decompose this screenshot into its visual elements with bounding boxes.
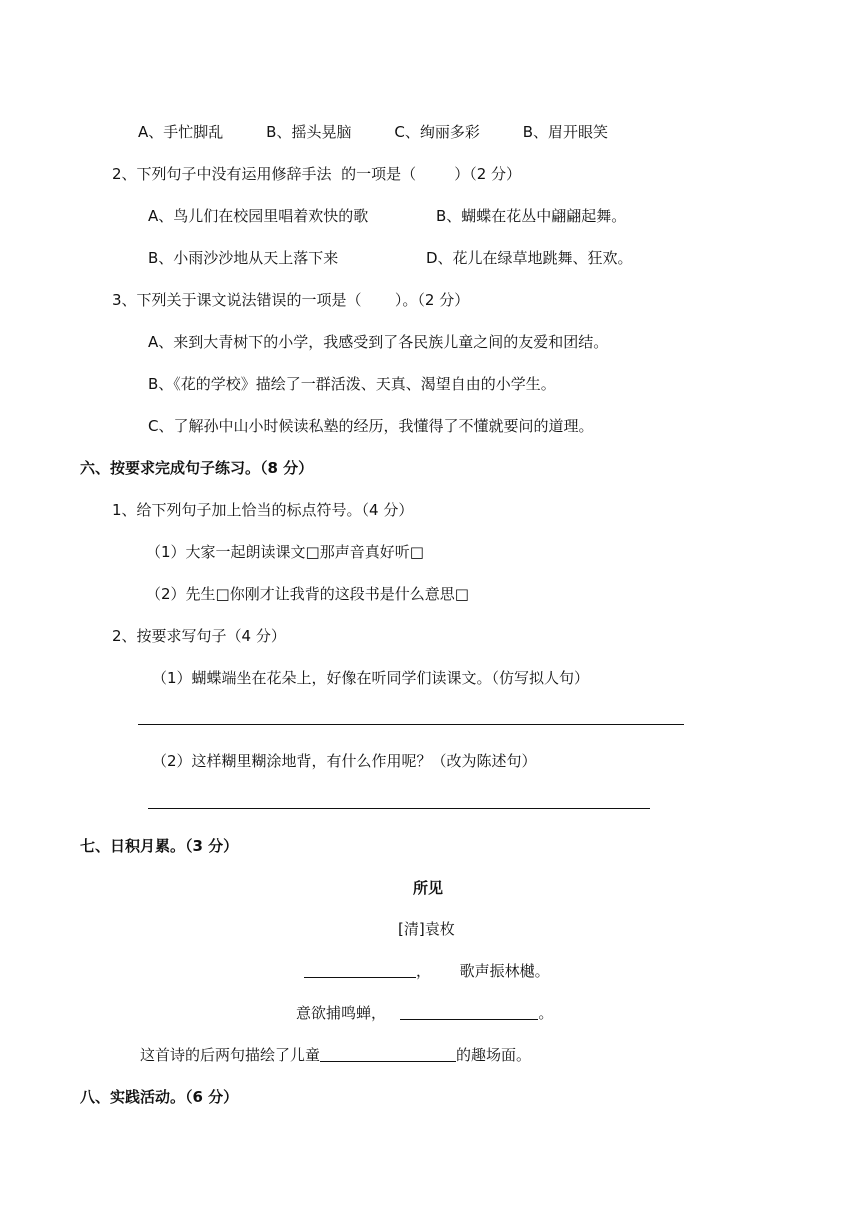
s6-q1-item-1: （1）大家一起朗读课文□那声音真好听□ [146, 543, 424, 561]
blank-line-2[interactable] [400, 1003, 538, 1020]
poem-title: 所见 [413, 879, 444, 897]
section-6-heading: 六、按要求完成句子练习。（8 分） [80, 459, 314, 477]
s6-question-1: 1、给下列句子加上恰当的标点符号。（4 分） [112, 501, 414, 519]
section-7-heading: 七、日积月累。（3 分） [80, 837, 239, 855]
s6-question-2: 2、按要求写句子（4 分） [112, 627, 286, 645]
poem-line-1 [304, 961, 550, 981]
poem-author: [清]袁枚 [398, 920, 455, 938]
q3-option-c: C、了解孙中山小时候读私塾的经历，我懂得了不懂就要问的道理。 [148, 417, 594, 435]
poem-question-suffix: 的趣场面。 [456, 1046, 532, 1064]
poem-question [140, 1045, 531, 1065]
poem-line-1-text: ， 歌声振林樾。 [416, 962, 550, 980]
blank-line-3[interactable] [320, 1045, 456, 1062]
s6-q2-item-2: （2）这样糊里糊涂地背，有什么作用呢？（改为陈述句） [152, 752, 537, 770]
answer-line-1[interactable] [138, 724, 684, 725]
poem-line-2 [296, 1003, 553, 1023]
q2-option-d: D、花儿在绿草地跳舞、狂欢。 [426, 249, 633, 267]
s6-q2-item-1: （1）蝴蝶端坐在花朵上，好像在听同学们读课文。（仿写拟人句） [152, 669, 590, 687]
section-8-heading: 八、实践活动。（6 分） [80, 1088, 239, 1106]
s6-q1-item-2: （2）先生□你刚才让我背的这段书是什么意思□ [146, 585, 469, 603]
q2-option-c: B、小雨沙沙地从天上落下来 [148, 249, 339, 267]
poem-question-prefix: 这首诗的后两句描绘了儿童 [140, 1046, 321, 1064]
blank-line-1[interactable] [304, 961, 416, 978]
word-options-row: A、手忙脚乱 B、摇头晃脑 C、绚丽多彩 B、眉开眼笑 [138, 123, 609, 141]
answer-line-2[interactable] [148, 808, 650, 809]
q3-option-b: B、《花的学校》描绘了一群活泼、天真、渴望自由的小学生。 [148, 375, 556, 393]
q2-option-a: A、鸟儿们在校园里唱着欢快的歌 [148, 207, 369, 225]
poem-line-2-text: 意欲捕鸣蝉， [296, 1004, 387, 1022]
question-3: 3、下列关于课文说法错误的一项是（ ）。（2 分） [112, 291, 470, 309]
q2-option-b: B、蝴蝶在花丛中翩翩起舞。 [436, 207, 627, 225]
q3-option-a: A、来到大青树下的小学，我感受到了各民族儿童之间的友爱和团结。 [148, 333, 609, 351]
poem-line-2-end: 。 [538, 1004, 554, 1022]
question-2: 2、下列句子中没有运用修辞手法 的一项是（ ）（2 分） [112, 165, 522, 183]
